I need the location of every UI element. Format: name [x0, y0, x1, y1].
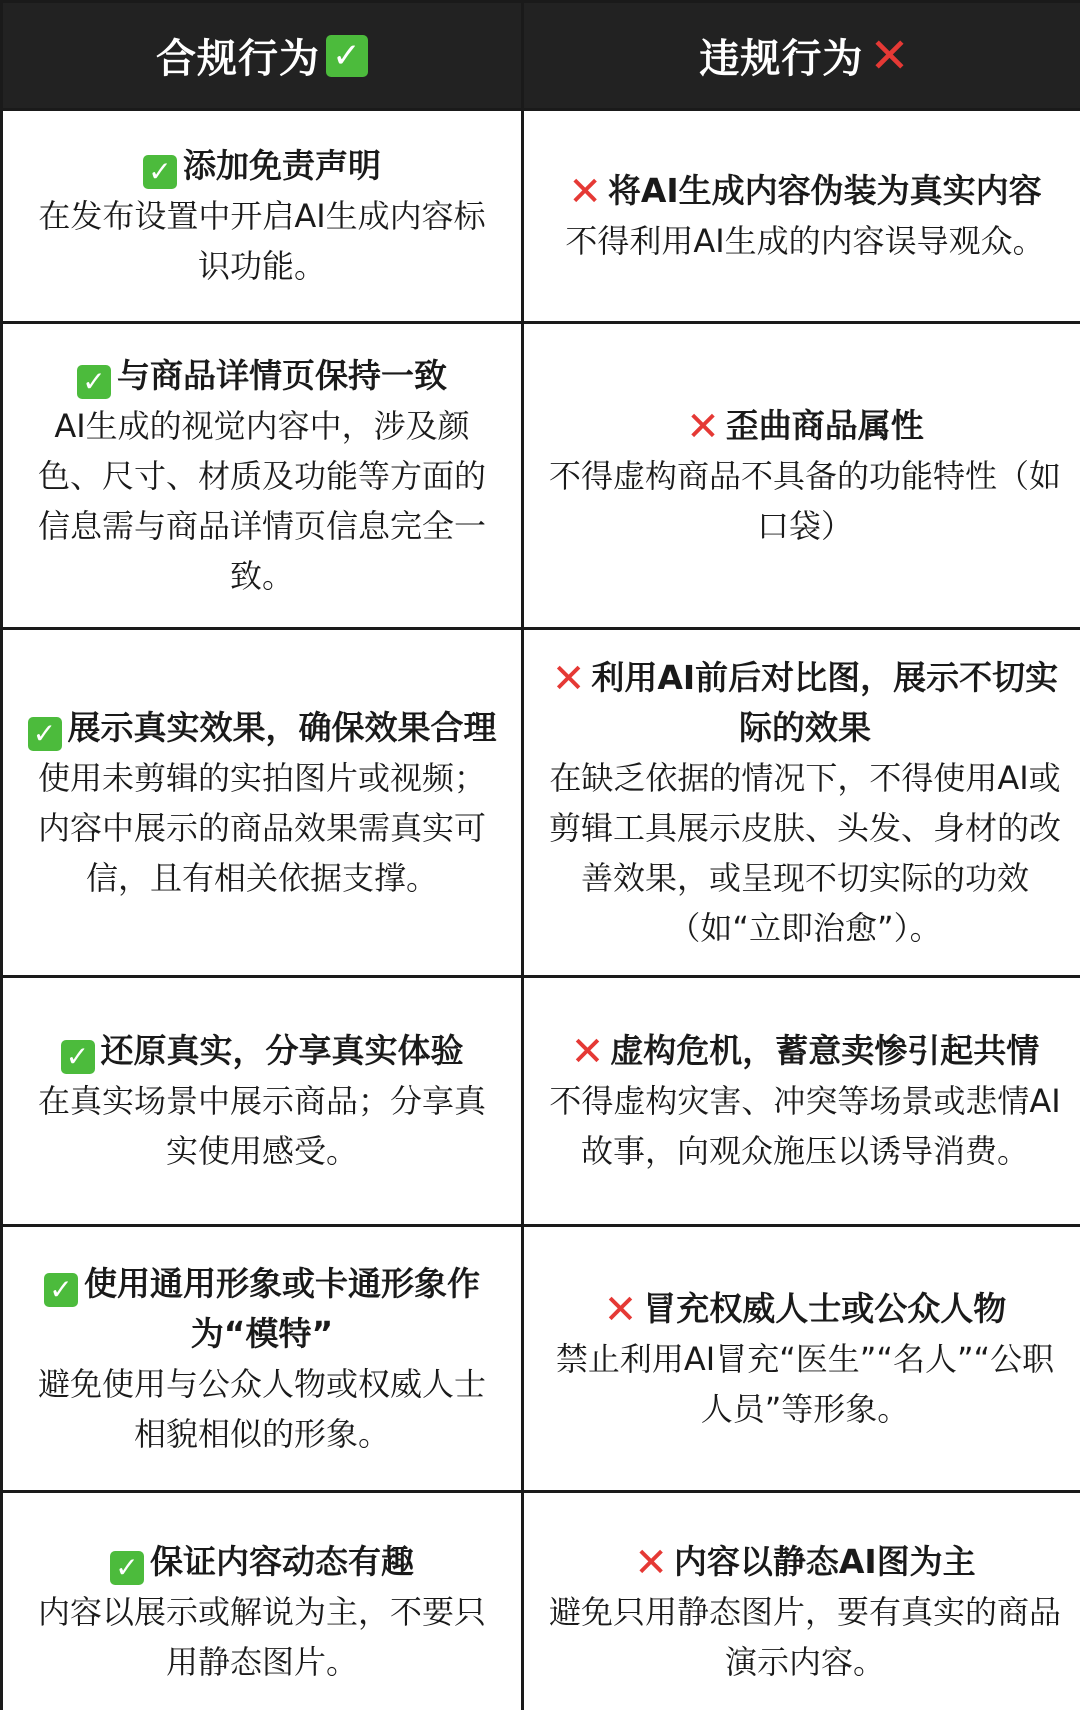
compliant-title: 保证内容动态有趣 — [150, 1542, 414, 1581]
check-icon: ✓ — [28, 717, 62, 751]
check-icon: ✓ — [326, 35, 368, 77]
check-icon: ✓ — [61, 1040, 95, 1074]
violation-cell — [524, 1227, 1080, 1490]
violation-cell — [524, 978, 1080, 1224]
compliant-cell — [3, 1493, 521, 1731]
violation-title: 冒充权威人士或公众人物 — [643, 1288, 1007, 1328]
cross-icon: ✕ — [603, 1286, 638, 1333]
violation-header-label: 违规行为 — [699, 36, 864, 82]
compliant-header-label: 合规行为 — [156, 36, 320, 82]
violation-title: 歪曲商品属性 — [725, 405, 924, 445]
violation-title: 内容以静态AI图为主 — [673, 1542, 976, 1581]
compliant-desc: 在真实场景中展示商品；分享真实使用感受。 — [37, 1082, 486, 1170]
violation-cell — [524, 324, 1080, 627]
violation-desc: 不得虚构灾害、冲突等场景或悲情AI故事，向观众施压以诱导消费。 — [549, 1082, 1061, 1170]
cross-icon: ✕ — [570, 1029, 605, 1075]
compliant-cell — [3, 630, 521, 975]
compliant-cell — [3, 978, 521, 1224]
check-icon: ✓ — [143, 155, 177, 189]
violation-desc: 避免只用静态图片，要有真实的商品演示内容。 — [548, 1593, 1061, 1681]
violation-title: 虚构危机，蓄意卖惨引起共情 — [610, 1031, 1040, 1070]
compliant-cell — [3, 1227, 521, 1490]
check-icon: ✓ — [77, 365, 111, 399]
compliant-header — [3, 3, 521, 108]
compliant-title: 还原真实，分享真实体验 — [100, 1031, 464, 1070]
cross-icon: ✕ — [869, 27, 911, 84]
compliant-desc: 使用未剪辑的实拍图片或视频；内容中展示的商品效果需真实可信，且有相关依据支撑。 — [37, 758, 486, 897]
compliant-cell — [3, 324, 521, 627]
compliant-title: 添加免责声明 — [183, 146, 381, 185]
compliant-title: 展示真实效果，确保效果合理 — [67, 707, 497, 747]
compliant-title: 与商品详情页保持一致 — [117, 355, 447, 395]
violation-desc: 不得利用AI生成的内容误导观众。 — [565, 222, 1045, 260]
cross-icon: ✕ — [634, 1540, 668, 1586]
compliant-desc: 避免使用与公众人物或权威人士相貌相似的形象。 — [37, 1364, 486, 1453]
cross-icon: ✕ — [686, 403, 720, 450]
violation-header — [524, 3, 1080, 108]
violation-desc: 禁止利用AI冒充“医生”“名人”“公职人员”等形象。 — [555, 1339, 1055, 1428]
violation-cell — [524, 630, 1080, 975]
violation-cell — [524, 1493, 1080, 1731]
compliant-desc: 在发布设置中开启AI生成内容标识功能。 — [38, 197, 486, 285]
compliant-title: 使用通用形象或卡通形象作为“模特” — [84, 1263, 480, 1353]
violation-title: 利用AI前后对比图，展示不切实际的效果 — [591, 657, 1059, 747]
compliant-desc: AI生成的视觉内容中，涉及颜色、尺寸、材质及功能等方面的信息需与商品详情页信息完全一致。 — [37, 406, 486, 595]
violation-cell — [524, 111, 1080, 321]
check-icon: ✓ — [44, 1273, 78, 1307]
check-icon: ✓ — [110, 1551, 144, 1585]
compliant-desc: 内容以展示或解说为主，不要只用静态图片。 — [37, 1593, 486, 1681]
violation-desc: 不得虚构商品不具备的功能特性（如口袋） — [548, 456, 1061, 545]
cross-icon: ✕ — [551, 655, 586, 702]
compliant-cell — [3, 111, 521, 321]
cross-icon: ✕ — [568, 169, 602, 215]
violation-desc: 在缺乏依据的情况下，不得使用AI或剪辑工具展示皮肤、头发、身材的改善效果，或呈现不切实际的功效（如“立即治愈”）。 — [548, 758, 1061, 947]
violation-title: 将AI生成内容伪装为真实内容 — [607, 171, 1042, 210]
